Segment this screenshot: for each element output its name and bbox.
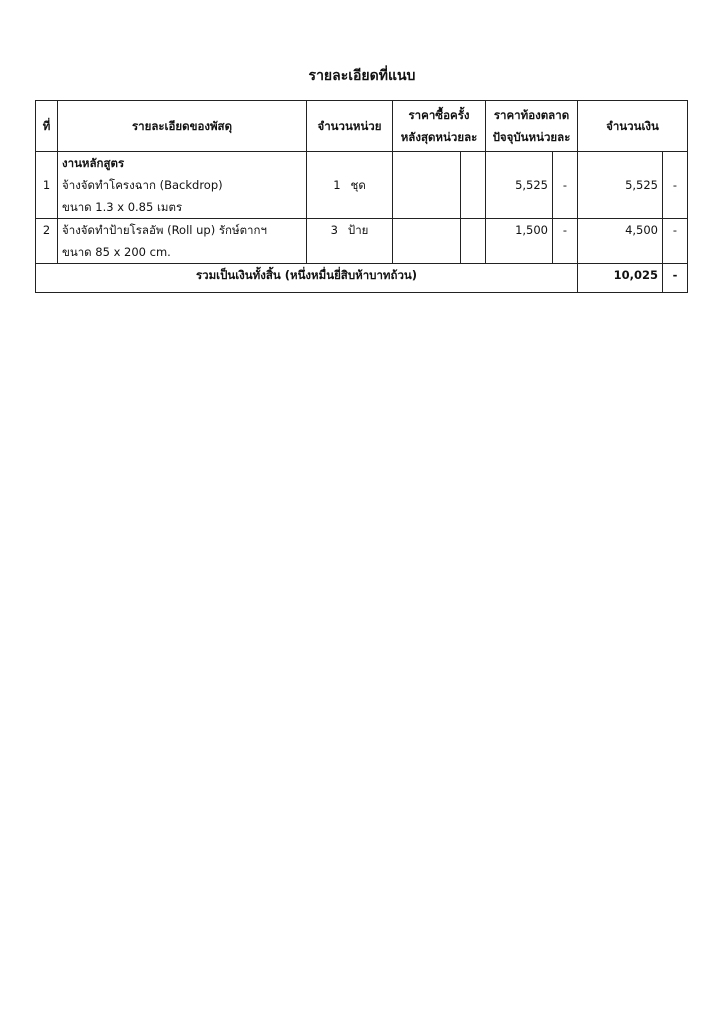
last-price-satang xyxy=(461,219,486,264)
total-amount: 10,025 xyxy=(578,264,663,293)
header-amount: จำนวนเงิน xyxy=(578,101,688,152)
header-last-price xyxy=(393,101,486,152)
qty-unit: ชุด xyxy=(350,178,366,192)
header-last-price-line2: หลังสุดหน่วยละ xyxy=(400,130,478,144)
item-desc-line1: จ้างจัดทำโครงฉาก (Backdrop) xyxy=(62,178,223,192)
market-price: 5,525 xyxy=(486,152,553,219)
amount: 5,525 xyxy=(578,152,663,219)
item-description xyxy=(58,219,307,264)
row-number: 1 xyxy=(36,152,58,219)
total-satang: - xyxy=(663,264,688,293)
header-last-price-line1: ราคาซื้อครั้ง xyxy=(408,108,470,122)
header-description: รายละเอียดของพัสดุ xyxy=(58,101,307,152)
total-label: รวมเป็นเงินทั้งสิ้น (หนึ่งหมื่นยี่สิบห้าบาทถ้วน) xyxy=(36,264,578,293)
header-market-price-line1: ราคาท้องตลาด xyxy=(493,108,570,122)
table-row xyxy=(36,219,688,264)
row-number: 2 xyxy=(36,219,58,264)
item-description xyxy=(58,152,307,219)
header-no: ที่ xyxy=(36,101,58,152)
last-price xyxy=(393,152,461,219)
item-group-label: งานหลักสูตร xyxy=(62,156,125,170)
table-row xyxy=(36,152,688,219)
qty-value: 1 xyxy=(333,178,341,192)
header-quantity: จำนวนหน่วย xyxy=(307,101,393,152)
amount-satang: - xyxy=(663,152,688,219)
item-desc-line2: ขนาด 1.3 x 0.85 เมตร xyxy=(62,200,183,214)
header-row xyxy=(36,101,688,152)
amount-satang: - xyxy=(663,219,688,264)
item-quantity xyxy=(307,219,393,264)
item-quantity xyxy=(307,152,393,219)
total-row xyxy=(36,264,688,293)
header-market-price xyxy=(486,101,578,152)
last-price xyxy=(393,219,461,264)
header-market-price-line2: ปัจจุบันหน่วยละ xyxy=(492,130,571,144)
item-desc-line2: ขนาด 85 x 200 cm. xyxy=(62,245,171,259)
market-price-satang: - xyxy=(553,219,578,264)
last-price-satang xyxy=(461,152,486,219)
detail-table xyxy=(35,100,688,293)
market-price: 1,500 xyxy=(486,219,553,264)
market-price-satang: - xyxy=(553,152,578,219)
page-title: รายละเอียดที่แนบ xyxy=(308,68,416,84)
item-desc-line1: จ้างจัดทำป้ายโรลอัพ (Roll up) รักษ์ตากฯ xyxy=(62,223,267,237)
qty-value: 3 xyxy=(330,223,338,237)
amount: 4,500 xyxy=(578,219,663,264)
qty-unit: ป้าย xyxy=(347,223,369,237)
